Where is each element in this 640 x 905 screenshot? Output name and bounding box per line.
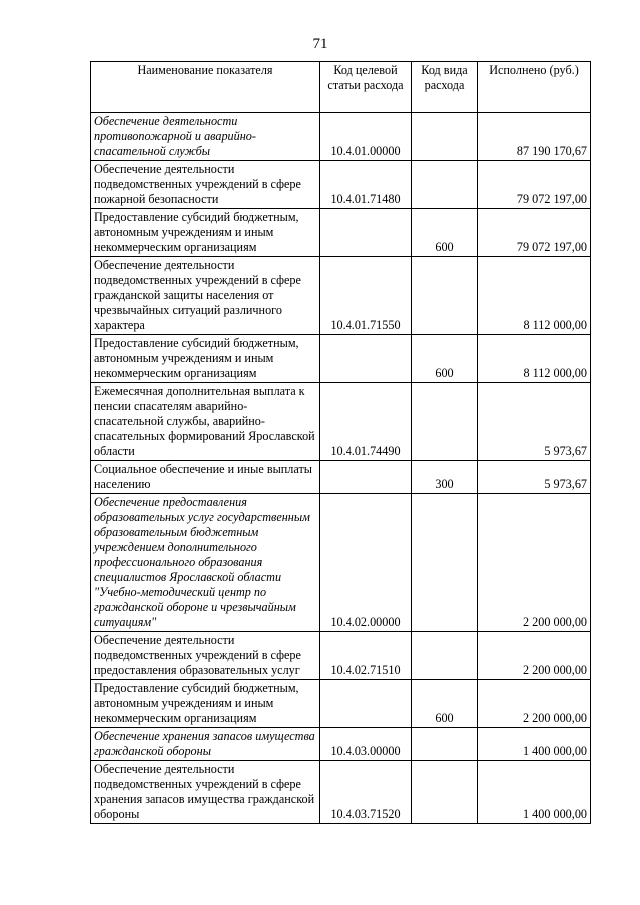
row-kind — [412, 728, 478, 761]
row-kind — [412, 161, 478, 209]
table-body — [91, 113, 591, 824]
row-code: 10.4.01.74490 — [320, 383, 412, 461]
row-name: Предоставление субсидий бюджетным, автономным учреждениям и иным некоммерческим организациям — [91, 680, 320, 728]
table-row — [91, 632, 591, 680]
table-row — [91, 209, 591, 257]
row-name: Предоставление субсидий бюджетным, автономным учреждениям и иным некоммерческим организациям — [91, 335, 320, 383]
table-row — [91, 383, 591, 461]
row-code — [320, 680, 412, 728]
header-amount: Исполнено (руб.) — [478, 62, 591, 113]
budget-table — [90, 61, 591, 824]
row-kind: 600 — [412, 680, 478, 728]
row-code: 10.4.02.71510 — [320, 632, 412, 680]
row-name: Ежемесячная дополнительная выплата к пенсии спасателям аварийно-спасательной службы, аварийно-спасательных формирований Ярославской области — [91, 383, 320, 461]
row-name: Обеспечение деятельности подведомственных учреждений в сфере хранения запасов имущества гражданской обороны — [91, 761, 320, 824]
row-amount: 2 200 000,00 — [478, 494, 591, 632]
row-name: Обеспечение деятельности подведомственных учреждений в сфере пожарной безопасности — [91, 161, 320, 209]
row-kind — [412, 383, 478, 461]
row-code — [320, 461, 412, 494]
header-name: Наименование показателя — [91, 62, 320, 113]
table-header-row — [91, 62, 591, 113]
row-kind — [412, 113, 478, 161]
row-name: Обеспечение предоставления образовательных услуг государственным образовательным бюджетным учреждением дополнительного профессионального образования специалистов Ярославской области "Учебно-методический центр по гражданской обороне и чрезвычайным ситуациям" — [91, 494, 320, 632]
row-amount: 8 112 000,00 — [478, 257, 591, 335]
row-kind — [412, 761, 478, 824]
row-code: 10.4.02.00000 — [320, 494, 412, 632]
row-code: 10.4.01.71550 — [320, 257, 412, 335]
row-amount: 5 973,67 — [478, 461, 591, 494]
page-number: 71 — [312, 36, 328, 52]
header-code: Код целевой статьи расхода — [320, 62, 412, 113]
table-row — [91, 494, 591, 632]
table-row — [91, 728, 591, 761]
row-code: 10.4.03.00000 — [320, 728, 412, 761]
row-code: 10.4.01.00000 — [320, 113, 412, 161]
row-kind — [412, 632, 478, 680]
row-name: Обеспечение хранения запасов имущества гражданской обороны — [91, 728, 320, 761]
row-name: Обеспечение деятельности подведомственных учреждений в сфере предоставления образовательных услуг — [91, 632, 320, 680]
table-row — [91, 257, 591, 335]
table-row — [91, 461, 591, 494]
row-kind — [412, 257, 478, 335]
row-code: 10.4.03.71520 — [320, 761, 412, 824]
row-kind: 600 — [412, 335, 478, 383]
row-amount: 5 973,67 — [478, 383, 591, 461]
table-row — [91, 761, 591, 824]
row-amount: 2 200 000,00 — [478, 680, 591, 728]
row-amount: 1 400 000,00 — [478, 728, 591, 761]
row-code — [320, 209, 412, 257]
row-amount: 79 072 197,00 — [478, 209, 591, 257]
row-name: Предоставление субсидий бюджетным, автономным учреждениям и иным некоммерческим организациям — [91, 209, 320, 257]
row-amount: 8 112 000,00 — [478, 335, 591, 383]
row-name: Социальное обеспечение и иные выплаты населению — [91, 461, 320, 494]
row-amount: 87 190 170,67 — [478, 113, 591, 161]
table-row — [91, 680, 591, 728]
row-kind: 600 — [412, 209, 478, 257]
row-name: Обеспечение деятельности противопожарной и аварийно-спасательной службы — [91, 113, 320, 161]
header-kind: Код вида расхода — [412, 62, 478, 113]
row-amount: 79 072 197,00 — [478, 161, 591, 209]
row-kind: 300 — [412, 461, 478, 494]
row-kind — [412, 494, 478, 632]
table-row — [91, 161, 591, 209]
row-name: Обеспечение деятельности подведомственных учреждений в сфере гражданской защиты населения от чрезвычайных ситуаций различного характера — [91, 257, 320, 335]
row-amount: 1 400 000,00 — [478, 761, 591, 824]
table-row — [91, 335, 591, 383]
row-code — [320, 335, 412, 383]
table-row — [91, 113, 591, 161]
row-amount: 2 200 000,00 — [478, 632, 591, 680]
row-code: 10.4.01.71480 — [320, 161, 412, 209]
